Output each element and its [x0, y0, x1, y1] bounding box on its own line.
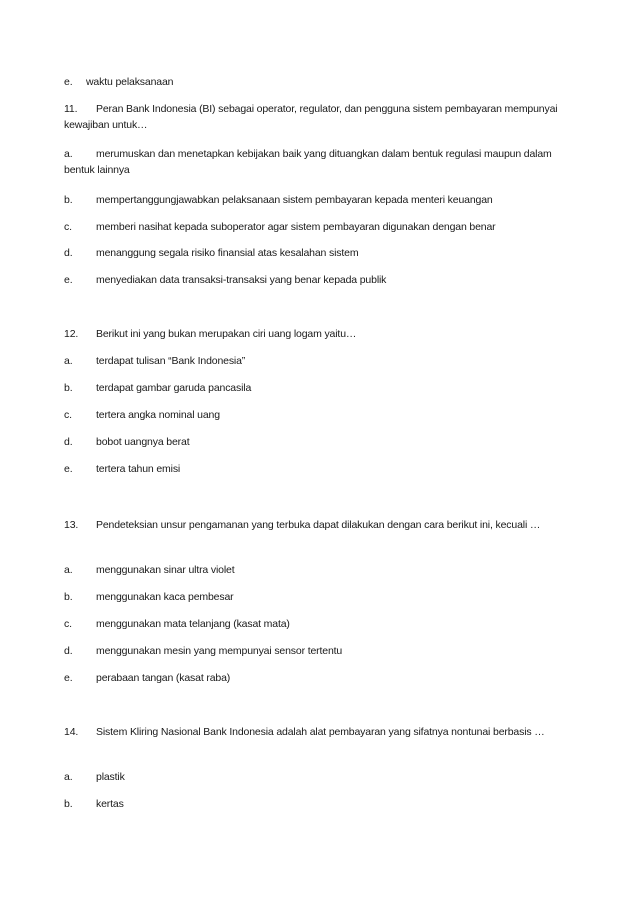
option-q13-c: [64, 616, 574, 632]
option-q11-d: [64, 245, 574, 261]
option-text: waktu pelaksanaan: [86, 76, 174, 88]
option-letter: c.: [64, 409, 72, 421]
option-text: tertera tahun emisi: [96, 463, 181, 475]
option-q14-a: [64, 769, 574, 785]
option-letter: c.: [64, 618, 72, 630]
option-text: menggunakan kaca pembesar: [96, 591, 234, 603]
option-q10-e: [64, 74, 574, 90]
question-text: Pendeteksian unsur pengamanan yang terbuka dapat dilakukan dengan cara berikut ini, kecuali …: [96, 519, 541, 531]
option-letter: e.: [64, 274, 73, 286]
option-q11-e: [64, 272, 574, 288]
option-letter: b.: [64, 194, 73, 206]
option-text: menggunakan mesin yang mempunyai sensor tertentu: [96, 645, 343, 657]
option-text: merumuskan dan menetapkan kebijakan baik yang dituangkan dalam bentuk regulasi maupun dalam bentuk lainnya: [64, 148, 552, 176]
option-letter: c.: [64, 221, 72, 233]
question-number: 13.: [64, 519, 79, 531]
option-text: menggunakan sinar ultra violet: [96, 564, 235, 576]
option-letter: e.: [64, 463, 73, 475]
option-letter: b.: [64, 382, 73, 394]
question-text: Peran Bank Indonesia (BI) sebagai operator, regulator, dan pengguna sistem pembayaran mempunyai kewajiban untuk…: [64, 103, 558, 131]
option-q12-a: [64, 353, 574, 369]
option-q11-b: [64, 192, 574, 208]
option-q14-b: [64, 796, 574, 812]
option-letter: e.: [64, 76, 73, 88]
question-number: 11.: [64, 103, 78, 115]
option-text: mempertanggungjawabkan pelaksanaan sistem pembayaran kepada menteri keuangan: [96, 194, 493, 206]
option-letter: a.: [64, 564, 73, 576]
option-q11-a: [64, 146, 569, 178]
question-11: [64, 101, 564, 133]
option-letter: d.: [64, 645, 73, 657]
option-q13-d: [64, 643, 574, 659]
question-14: [64, 724, 569, 740]
option-text: plastik: [96, 771, 125, 783]
option-text: kertas: [96, 798, 124, 810]
question-13: [64, 517, 569, 533]
option-letter: a.: [64, 355, 73, 367]
question-text: Sistem Kliring Nasional Bank Indonesia adalah alat pembayaran yang sifatnya nontunai berbasis …: [96, 726, 545, 738]
option-letter: e.: [64, 672, 73, 684]
option-text: perabaan tangan (kasat raba): [96, 672, 231, 684]
option-text: menanggung segala risiko finansial atas kesalahan sistem: [96, 247, 359, 259]
option-text: bobot uangnya berat: [96, 436, 190, 448]
option-q12-b: [64, 380, 574, 396]
option-q12-e: [64, 461, 574, 477]
question-number: 14.: [64, 726, 79, 738]
question-text: Berikut ini yang bukan merupakan ciri uang logam yaitu…: [96, 328, 357, 340]
option-letter: b.: [64, 591, 73, 603]
option-letter: b.: [64, 798, 73, 810]
question-12: [64, 326, 574, 342]
option-q13-e: [64, 670, 574, 686]
option-letter: d.: [64, 247, 73, 259]
option-text: menyediakan data transaksi-transaksi yang benar kepada publik: [96, 274, 387, 286]
option-text: menggunakan mata telanjang (kasat mata): [96, 618, 290, 630]
option-text: tertera angka nominal uang: [96, 409, 220, 421]
option-letter: a.: [64, 771, 73, 783]
option-q13-b: [64, 589, 574, 605]
option-q13-a: [64, 562, 574, 578]
option-text: terdapat tulisan “Bank Indonesia”: [96, 355, 246, 367]
question-number: 12.: [64, 328, 79, 340]
option-q11-c: [64, 219, 574, 235]
option-letter: a.: [64, 148, 73, 160]
option-text: terdapat gambar garuda pancasila: [96, 382, 252, 394]
option-q12-c: [64, 407, 574, 423]
option-q12-d: [64, 434, 574, 450]
option-text: memberi nasihat kepada suboperator agar sistem pembayaran digunakan dengan benar: [96, 221, 496, 233]
option-letter: d.: [64, 436, 73, 448]
